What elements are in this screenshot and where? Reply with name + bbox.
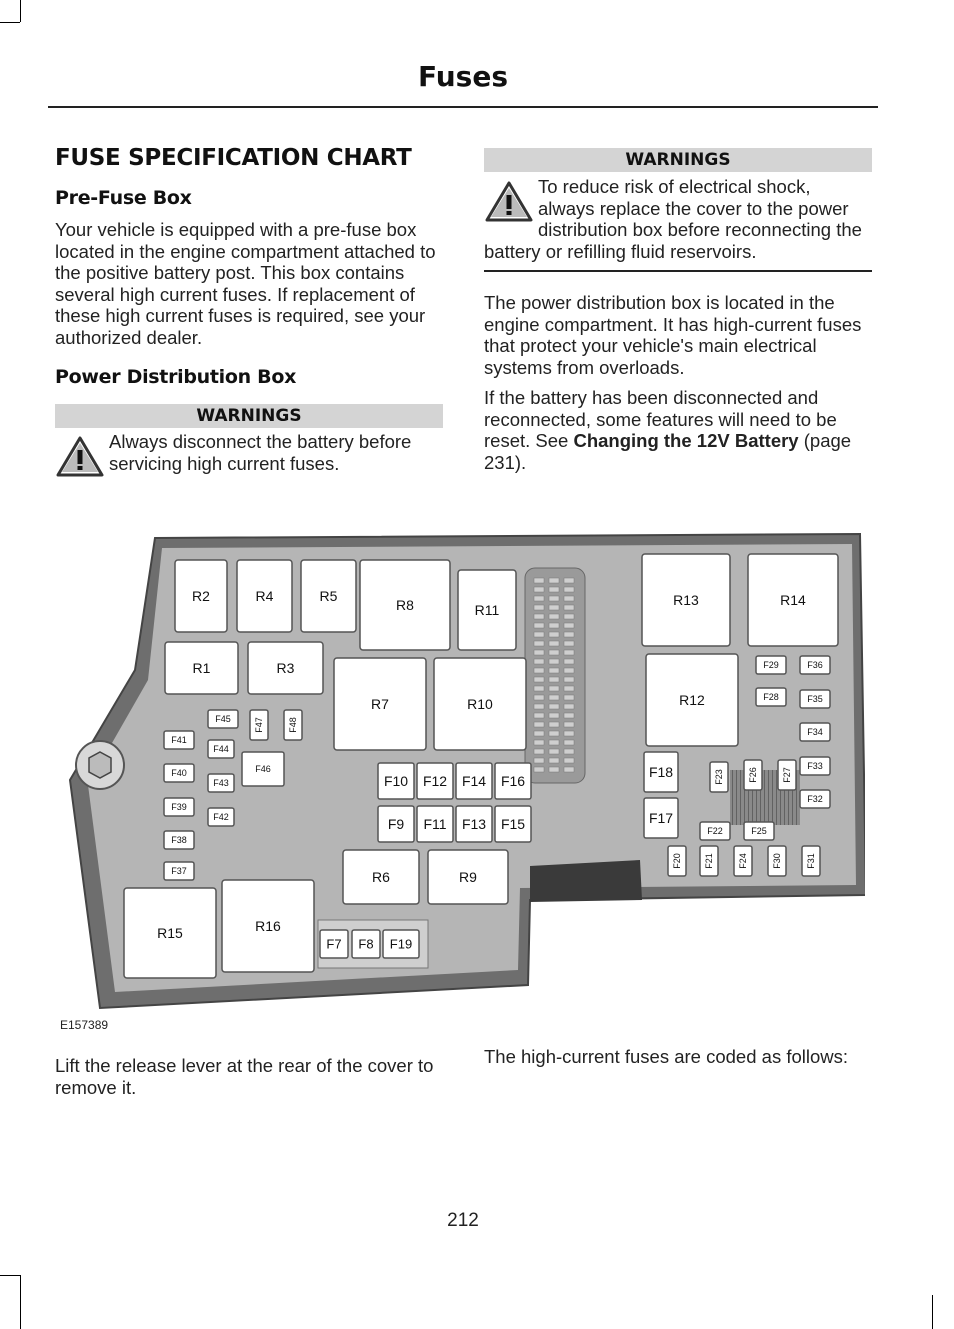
connector-pin xyxy=(549,686,559,691)
fuse-label-f47: F47 xyxy=(254,717,264,733)
connector-pin xyxy=(564,614,574,619)
connector-pin xyxy=(564,749,574,754)
connector-pin xyxy=(564,605,574,610)
release-lever-slot xyxy=(530,860,642,902)
warning-text: Always disconnect the battery before servicing high current fuses. xyxy=(109,431,412,474)
connector-pin xyxy=(534,695,544,700)
fuse-label-f11: F11 xyxy=(423,816,447,832)
connector-pin xyxy=(549,722,559,727)
fuse-label-f9: F9 xyxy=(387,816,405,832)
crop-mark xyxy=(0,1275,20,1276)
connector-pin xyxy=(564,659,574,664)
connector-pin xyxy=(549,713,559,718)
fuse-label-f35: F35 xyxy=(807,694,823,704)
fuse-label-f12: F12 xyxy=(422,773,448,789)
connector-pin xyxy=(564,695,574,700)
page-number: 212 xyxy=(447,1210,479,1231)
warning-box xyxy=(484,176,872,262)
fuse-label-f15: F15 xyxy=(500,816,526,832)
connector-pin xyxy=(564,740,574,745)
fuse-label-f20: F20 xyxy=(672,853,682,869)
connector-pin xyxy=(564,632,574,637)
fuse-label-f30: F30 xyxy=(772,853,782,869)
fuse-label-f14: F14 xyxy=(461,773,487,789)
connector-pin xyxy=(549,596,559,601)
fuse-label-f21: F21 xyxy=(704,853,714,869)
fuse-label-f38: F38 xyxy=(171,835,187,845)
fuse-label-f17: F17 xyxy=(648,810,674,826)
fuse-label-f32: F32 xyxy=(807,794,823,804)
fuse-label-f26: F26 xyxy=(748,767,758,783)
fuse-label-f37: F37 xyxy=(171,866,187,876)
reset-text: If the battery has been disconnected and reconnected, some features will need to be reset. See xyxy=(484,387,837,451)
connector-pin xyxy=(534,641,544,646)
bolt-head xyxy=(89,752,111,778)
fuse-label-f22: F22 xyxy=(707,826,723,836)
connector-pin xyxy=(564,704,574,709)
prefuse-paragraph: Your vehicle is equipped with a pre-fuse box located in the engine compartment attached to the positive battery post. This box contains several high current fuses. If replacement of these high current fuses is required, see your authorized dealer. xyxy=(55,219,436,348)
page-title: Fuses xyxy=(418,60,508,93)
connector-pin xyxy=(534,767,544,772)
connector-pin xyxy=(534,668,544,673)
relay-label-r11: R11 xyxy=(474,602,500,618)
connector-pin xyxy=(534,686,544,691)
relay-label-r2: R2 xyxy=(192,588,210,604)
connector-pin xyxy=(564,767,574,772)
header-divider xyxy=(48,106,878,108)
connector-pin xyxy=(534,749,544,754)
fuse-label-f34: F34 xyxy=(807,727,823,737)
left-column xyxy=(55,145,443,479)
connector-pin xyxy=(534,677,544,682)
connector-pin xyxy=(564,722,574,727)
fuse-label-f28: F28 xyxy=(763,692,779,702)
connector-pin xyxy=(549,650,559,655)
pdb-heading: Power Distribution Box xyxy=(55,366,297,388)
connector-pin xyxy=(549,767,559,772)
bottom-right-text xyxy=(484,1046,874,1068)
fuse-label-f45: F45 xyxy=(215,714,231,724)
connector-pin xyxy=(564,731,574,736)
connector-pin xyxy=(534,650,544,655)
connector-pin xyxy=(534,578,544,583)
fuse-label-f42: F42 xyxy=(213,812,229,822)
connector-pin xyxy=(534,722,544,727)
relay-label-r7: R7 xyxy=(371,696,389,712)
connector-pin xyxy=(534,731,544,736)
relay-label-r9: R9 xyxy=(459,869,477,885)
connector-pin xyxy=(564,641,574,646)
connector-pin xyxy=(549,623,559,628)
relay-label-r10: R10 xyxy=(467,696,493,712)
prefuse-heading: Pre-Fuse Box xyxy=(55,187,192,209)
battery-link[interactable]: Changing the 12V Battery xyxy=(573,430,799,451)
connector-pin xyxy=(549,704,559,709)
warning-divider xyxy=(484,270,872,272)
release-lever-paragraph: Lift the release lever at the rear of the cover to remove it. xyxy=(55,1055,434,1098)
bottom-left-text xyxy=(55,1055,445,1098)
connector-pin xyxy=(549,578,559,583)
connector-pin xyxy=(534,605,544,610)
connector-pin xyxy=(564,596,574,601)
pdb-paragraph-2 xyxy=(484,387,872,473)
fuse-label-f31: F31 xyxy=(806,853,816,869)
fuse-label-f39: F39 xyxy=(171,802,187,812)
connector-pin xyxy=(564,668,574,673)
connector-pin xyxy=(549,758,559,763)
relay-label-r14: R14 xyxy=(780,592,806,608)
connector-pin xyxy=(549,740,559,745)
fuse-label-f8: F8 xyxy=(358,936,374,952)
fuse-label-f46: F46 xyxy=(255,764,271,774)
fuse-label-f41: F41 xyxy=(171,735,187,745)
connector-pin xyxy=(564,650,574,655)
connector-pin xyxy=(534,713,544,718)
relay-label-r12: R12 xyxy=(679,692,705,708)
connector-pin xyxy=(534,758,544,763)
connector-pin xyxy=(564,758,574,763)
fuse-box-diagram xyxy=(60,530,865,1015)
connector-pin xyxy=(549,731,559,736)
crop-mark xyxy=(20,0,21,22)
warning-box xyxy=(55,431,443,474)
connector-pin xyxy=(549,632,559,637)
right-column xyxy=(484,148,872,473)
connector-pin xyxy=(564,578,574,583)
fuse-label-f24: F24 xyxy=(738,853,748,869)
connector-pin xyxy=(564,713,574,718)
warning-text: To reduce risk of electrical shock, always replace the cover to the power distribution box before reconnecting the battery or refilling fluid reservoirs. xyxy=(484,176,862,262)
crop-mark xyxy=(20,1275,21,1329)
connector-pin xyxy=(534,740,544,745)
connector-pin xyxy=(534,596,544,601)
connector-pin xyxy=(564,587,574,592)
connector-pin xyxy=(534,587,544,592)
relay-label-r15: R15 xyxy=(157,925,183,941)
connector-pin xyxy=(534,704,544,709)
connector-pin xyxy=(564,686,574,691)
fuse-label-f40: F40 xyxy=(171,768,187,778)
fuse-label-f33: F33 xyxy=(807,761,823,771)
fuse-label-f13: F13 xyxy=(461,816,487,832)
crop-mark xyxy=(0,22,20,23)
connector-pin xyxy=(549,695,559,700)
connector-pin xyxy=(549,587,559,592)
warnings-label: WARNINGS xyxy=(55,404,443,428)
page-ref: (page 231). xyxy=(484,430,852,473)
fuse-label-f10: F10 xyxy=(383,773,409,789)
warning-triangle-icon xyxy=(55,435,105,479)
pdb-paragraph-1: The power distribution box is located in the engine compartment. It has high-current fuses that protect your vehicle's main electrical systems from overloads. xyxy=(484,292,862,378)
connector-pin xyxy=(534,632,544,637)
relay-label-r8: R8 xyxy=(396,597,414,613)
crop-mark xyxy=(932,1295,933,1329)
connector-pin xyxy=(549,668,559,673)
connector-pin xyxy=(534,659,544,664)
fuse-label-f16: F16 xyxy=(500,773,526,789)
fuse-label-f36: F36 xyxy=(807,660,823,670)
figure-code: E157389 xyxy=(60,1018,109,1032)
fuse-label-f19: F19 xyxy=(389,936,413,952)
connector-pin xyxy=(549,749,559,754)
fuse-codes-intro: The high-current fuses are coded as follows: xyxy=(484,1046,849,1067)
fuse-label-f48: F48 xyxy=(288,717,298,733)
relay-label-r3: R3 xyxy=(276,660,295,676)
connector-pin xyxy=(564,623,574,628)
connector-pin xyxy=(549,677,559,682)
fuse-label-f27: F27 xyxy=(782,767,792,783)
fuse-label-f43: F43 xyxy=(213,778,229,788)
connector-pin xyxy=(564,677,574,682)
fuse-label-f25: F25 xyxy=(751,826,767,836)
connector-pin xyxy=(549,659,559,664)
connector-pin xyxy=(534,623,544,628)
relay-label-r1: R1 xyxy=(192,660,211,676)
relay-label-r16: R16 xyxy=(255,918,281,934)
relay-label-r5: R5 xyxy=(319,588,338,604)
relay-label-r13: R13 xyxy=(673,592,699,608)
connector-pin xyxy=(549,605,559,610)
warnings-label: WARNINGS xyxy=(484,148,872,172)
fuse-label-f44: F44 xyxy=(213,744,229,754)
connector-pin xyxy=(549,614,559,619)
connector-pin xyxy=(534,614,544,619)
fuse-label-f7: F7 xyxy=(326,936,342,952)
fuse-label-f23: F23 xyxy=(714,769,724,785)
fuse-label-f18: F18 xyxy=(648,764,674,780)
fuse-label-f29: F29 xyxy=(763,660,779,670)
connector-pin xyxy=(549,641,559,646)
section-heading: FUSE SPECIFICATION CHART xyxy=(55,145,412,171)
relay-label-r4: R4 xyxy=(255,588,274,604)
relay-label-r6: R6 xyxy=(372,869,390,885)
warning-triangle-icon xyxy=(484,180,534,224)
